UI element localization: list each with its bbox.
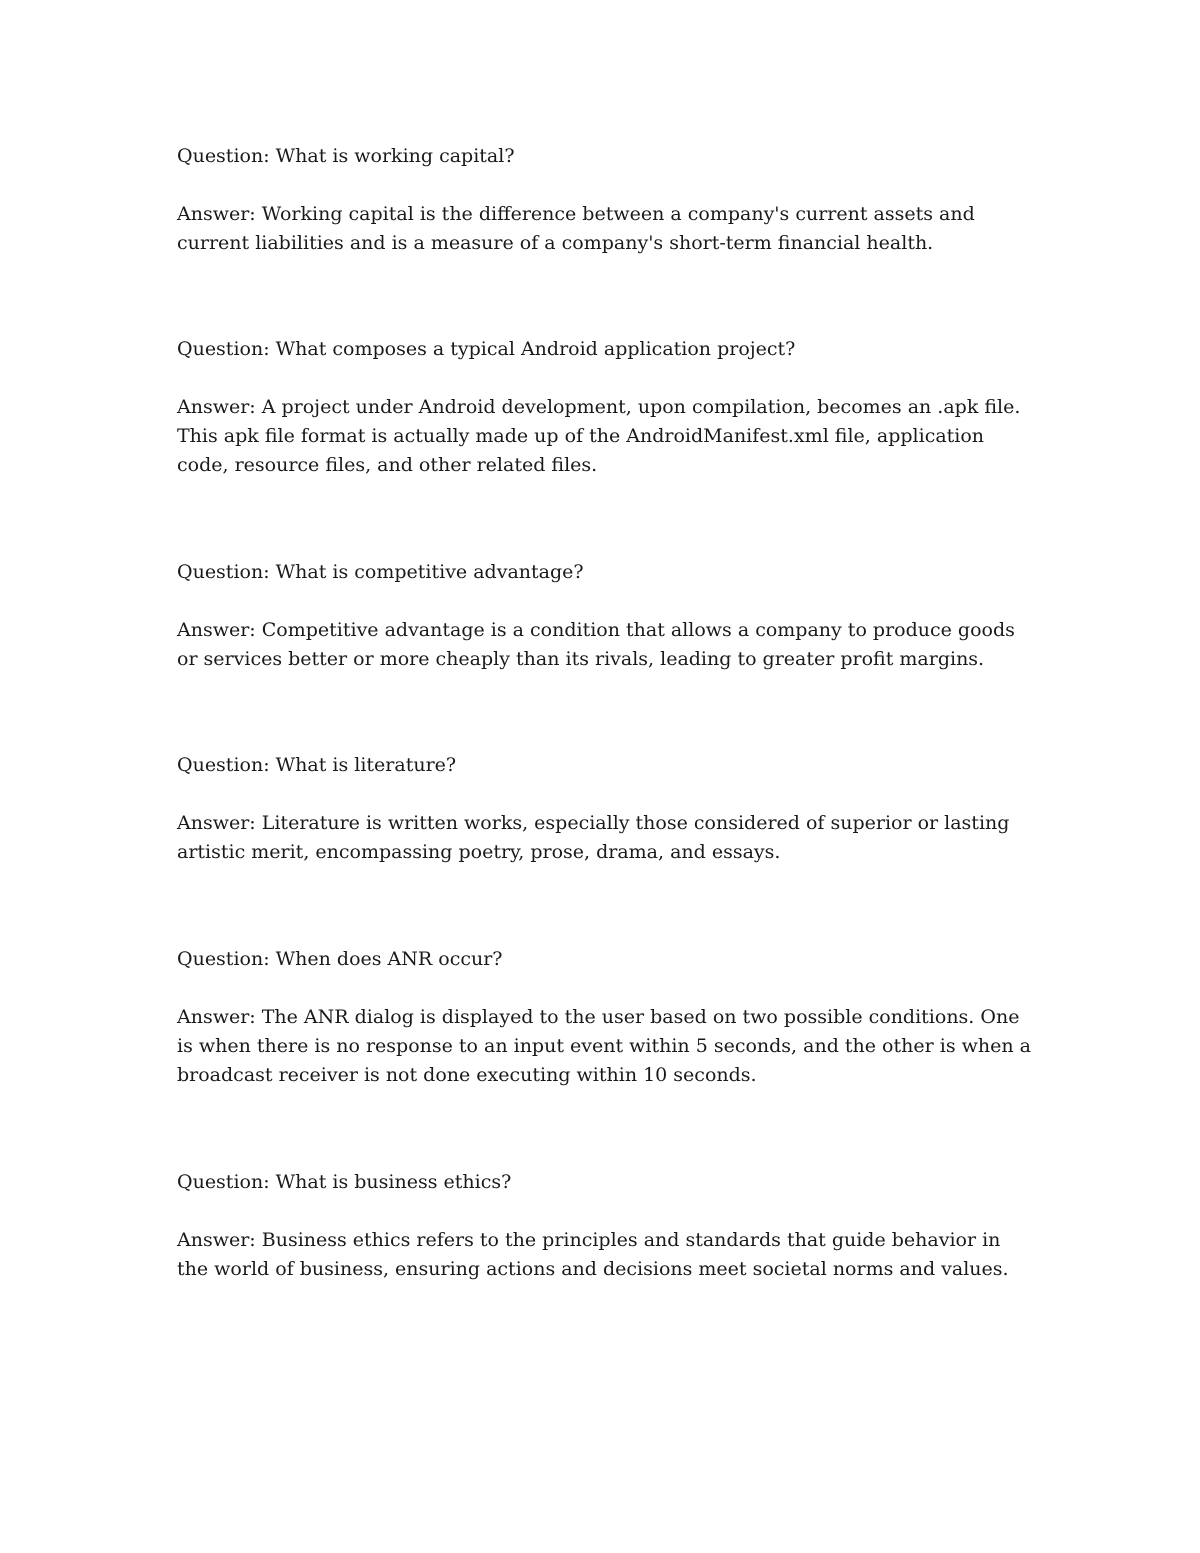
- answer-text: Answer: Literature is written works, especially those considered of superior or lasting artistic merit, encompassing poetry, prose, drama, and essays.: [177, 812, 1010, 863]
- question-text: Question: When does ANR occur?: [177, 948, 503, 970]
- qa-block-working-capital: [177, 142, 1037, 258]
- qa-block-literature: [177, 751, 1037, 867]
- answer-text: Answer: A project under Android development, upon compilation, becomes an .apk file. This apk file format is actually made up of the AndroidManifest.xml file, application code, resource files, and other related files.: [177, 396, 1021, 476]
- question-text: Question: What composes a typical Android application project?: [177, 338, 796, 360]
- question-text: Question: What is working capital?: [177, 145, 515, 167]
- answer-text: Answer: Competitive advantage is a condition that allows a company to produce goods or services better or more cheaply than its rivals, leading to greater profit margins.: [177, 619, 1015, 670]
- qa-block-anr: [177, 945, 1037, 1090]
- question-text: Question: What is literature?: [177, 754, 457, 776]
- question-text: Question: What is competitive advantage?: [177, 561, 584, 583]
- qa-block-business-ethics: [177, 1168, 1037, 1284]
- qa-block-android-project: [177, 335, 1037, 480]
- answer-text: Answer: Business ethics refers to the principles and standards that guide behavior in the world of business, ensuring actions and decisions meet societal norms and values.: [177, 1229, 1009, 1280]
- question-text: Question: What is business ethics?: [177, 1171, 512, 1193]
- answer-text: Answer: Working capital is the difference between a company's current assets and current liabilities and is a measure of a company's short-term financial health.: [177, 203, 975, 254]
- answer-text: Answer: The ANR dialog is displayed to the user based on two possible conditions. One is when there is no response to an input event within 5 seconds, and the other is when a broadcast receiver is not done executing within 10 seconds.: [177, 1006, 1031, 1086]
- qa-block-competitive-advantage: [177, 558, 1037, 674]
